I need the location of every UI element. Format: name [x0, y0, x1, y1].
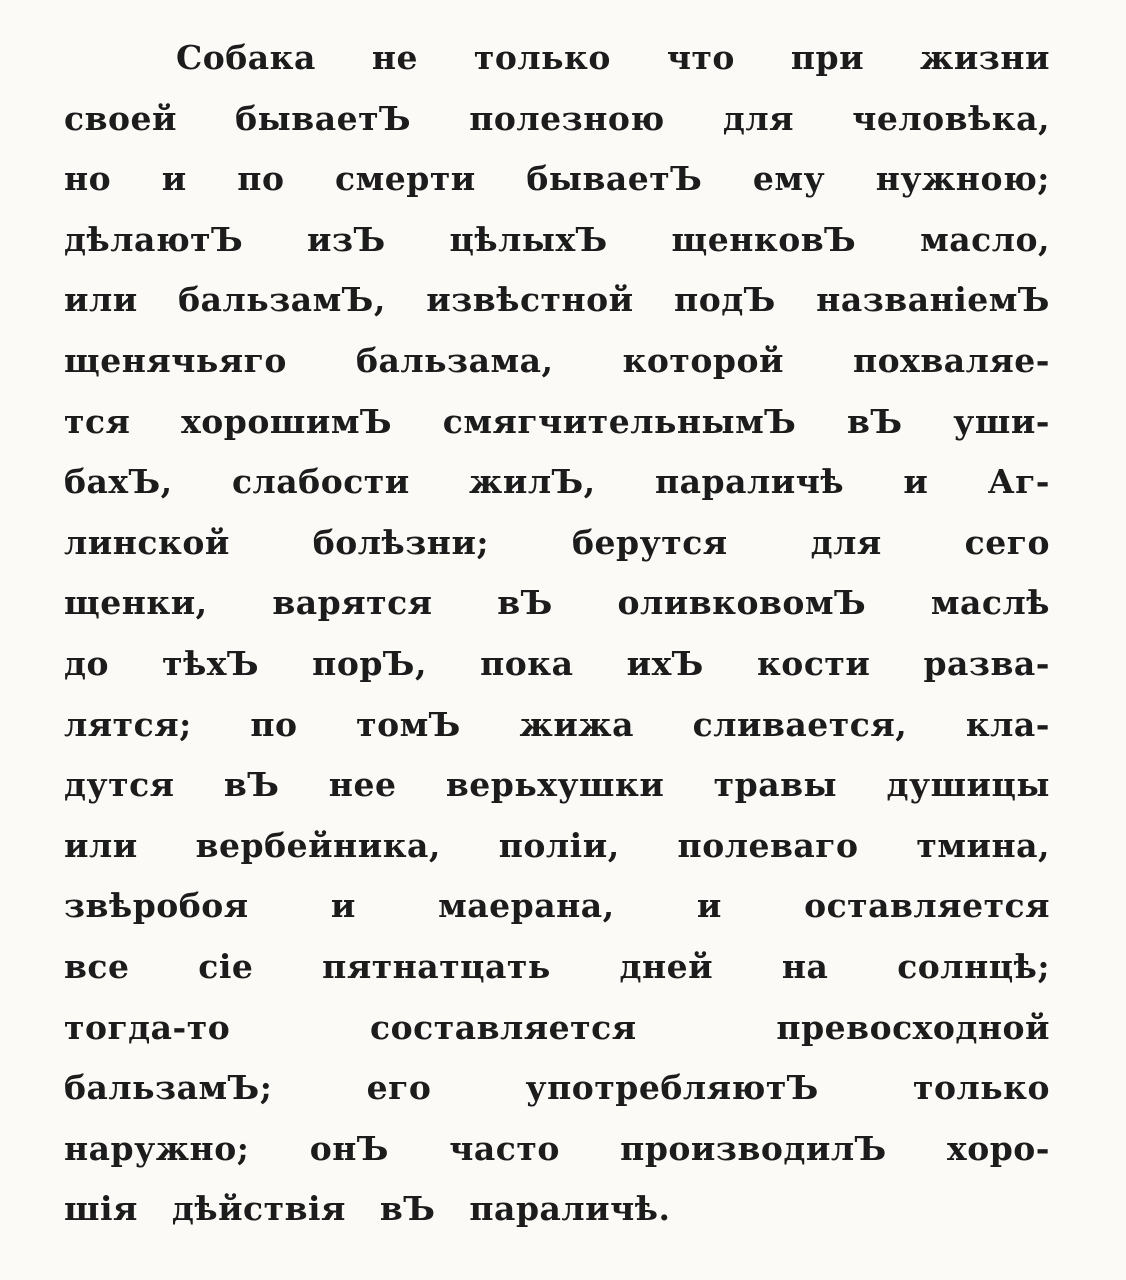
text-line-10: щенки, варятся вЪ оливковомЪ маслѣ — [64, 583, 1050, 623]
text-line-15: звѣробоя и маерана, и оставляется — [64, 886, 1050, 926]
text-line-1: Собака не только что при жизни — [176, 38, 1050, 77]
text-line-6: щенячьяго бальзама, которой похваляе- — [64, 340, 1050, 380]
text-line-7: тся хорошимЪ смягчительнымЪ вЪ уши- — [64, 401, 1050, 441]
text-line-3: но и по смерти бываетЪ ему нужною; — [64, 159, 1050, 199]
paragraph — [64, 28, 1050, 1240]
text-line-12: лятся; по томЪ жижа сливается, кла- — [64, 704, 1050, 744]
text-line-16: все сіе пятнатцать дней на солнцѣ; — [64, 946, 1050, 986]
text-line-20: шія дѣйствія вЪ параличѣ. — [64, 1189, 671, 1229]
text-line-18: бальзамЪ; его употребляютЪ только — [64, 1068, 1050, 1108]
text-line-2: своей бываетЪ полезною для человѣка, — [64, 98, 1050, 138]
text-line-4: дѣлаютЪ изЪ цѣлыхЪ щенковЪ масло, — [64, 219, 1050, 259]
text-line-17: тогда-то составляется превосходной — [64, 1007, 1050, 1047]
text-line-14: или вербейника, поліи, полеваго тмина, — [64, 825, 1050, 865]
text-line-5: или бальзамЪ, извѣстной подЪ названіемЪ — [64, 280, 1050, 320]
text-line-19: наружно; онЪ часто производилЪ хоро- — [64, 1128, 1050, 1168]
text-line-13: дутся вЪ нее верьхушки травы душицы — [64, 765, 1050, 805]
text-line-11: до тѣхЪ порЪ, пока ихЪ кости разва- — [64, 643, 1050, 683]
text-line-9: линской болѣзни; берутся для сего — [64, 522, 1050, 562]
text-line-8: бахЪ, слабости жилЪ, параличѣ и Аг- — [64, 462, 1050, 502]
